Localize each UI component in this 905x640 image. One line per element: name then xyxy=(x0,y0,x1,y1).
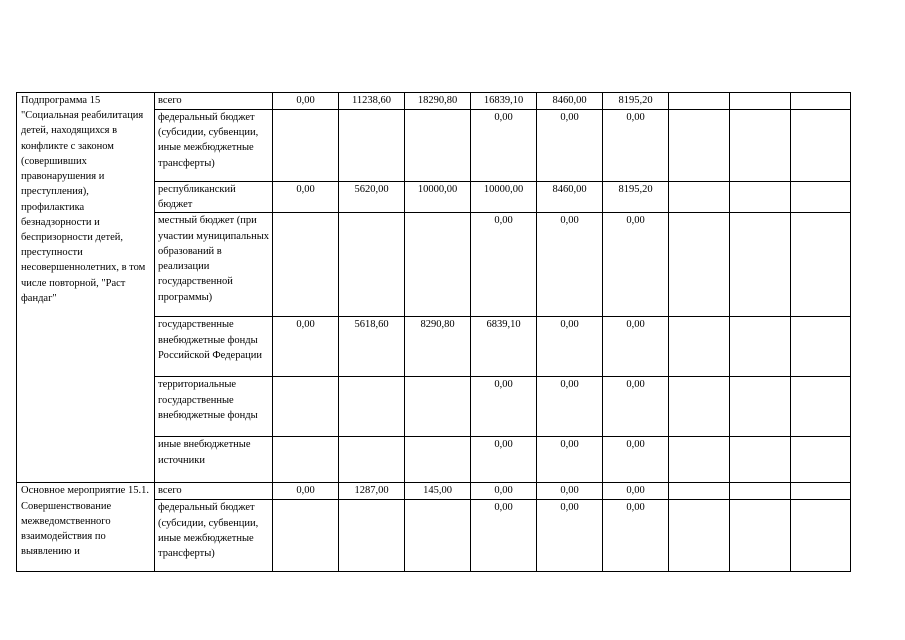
amount-cell xyxy=(730,182,791,213)
amount-cell xyxy=(730,93,791,110)
budget-table xyxy=(16,92,851,572)
amount-cell xyxy=(791,93,851,110)
amount-cell: 10000,00 xyxy=(405,182,471,213)
funding-source-cell: местный бюджет (при участии муниципальных образований в реализации государственной программы) xyxy=(155,213,273,317)
amount-cell: 0,00 xyxy=(603,317,669,377)
amount-cell xyxy=(669,377,730,437)
amount-cell: 0,00 xyxy=(471,213,537,317)
amount-cell: 11238,60 xyxy=(339,93,405,110)
funding-source-cell: федеральный бюджет (субсидии, субвенции, иные межбюджетные трансферты) xyxy=(155,110,273,182)
funding-source-cell: территориальные государственные внебюджетные фонды xyxy=(155,377,273,437)
amount-cell xyxy=(791,377,851,437)
amount-cell xyxy=(730,483,791,500)
amount-cell xyxy=(730,317,791,377)
amount-cell xyxy=(339,213,405,317)
amount-cell: 0,00 xyxy=(273,93,339,110)
amount-cell: 0,00 xyxy=(471,377,537,437)
program-name-cell: Основное мероприятие 15.1. Совершенствование межведомственного взаимодействия по выявлению и xyxy=(17,483,155,572)
amount-cell xyxy=(273,377,339,437)
amount-cell: 8460,00 xyxy=(537,182,603,213)
amount-cell xyxy=(339,500,405,572)
amount-cell xyxy=(669,500,730,572)
amount-cell: 6839,10 xyxy=(471,317,537,377)
funding-source-cell: всего xyxy=(155,93,273,110)
table-row xyxy=(17,93,851,110)
amount-cell: 0,00 xyxy=(603,437,669,483)
amount-cell: 5618,60 xyxy=(339,317,405,377)
amount-cell xyxy=(405,500,471,572)
amount-cell: 8195,20 xyxy=(603,182,669,213)
amount-cell xyxy=(730,213,791,317)
amount-cell xyxy=(730,437,791,483)
amount-cell: 145,00 xyxy=(405,483,471,500)
amount-cell xyxy=(791,317,851,377)
amount-cell: 0,00 xyxy=(537,377,603,437)
amount-cell xyxy=(273,213,339,317)
amount-cell: 8195,20 xyxy=(603,93,669,110)
amount-cell xyxy=(730,110,791,182)
funding-source-cell: республиканский бюджет xyxy=(155,182,273,213)
amount-cell xyxy=(791,110,851,182)
amount-cell: 0,00 xyxy=(537,213,603,317)
amount-cell xyxy=(669,110,730,182)
amount-cell xyxy=(791,483,851,500)
amount-cell: 0,00 xyxy=(537,110,603,182)
amount-cell xyxy=(339,437,405,483)
amount-cell xyxy=(339,110,405,182)
funding-source-cell: федеральный бюджет (субсидии, субвенции, иные межбюджетные трансферты) xyxy=(155,500,273,572)
amount-cell: 0,00 xyxy=(273,317,339,377)
amount-cell: 8460,00 xyxy=(537,93,603,110)
amount-cell xyxy=(791,437,851,483)
amount-cell: 0,00 xyxy=(603,213,669,317)
amount-cell: 0,00 xyxy=(471,500,537,572)
amount-cell xyxy=(273,110,339,182)
funding-source-cell: государственные внебюджетные фонды Российской Федерации xyxy=(155,317,273,377)
amount-cell xyxy=(669,213,730,317)
table-row xyxy=(17,483,851,500)
amount-cell: 0,00 xyxy=(471,437,537,483)
amount-cell: 10000,00 xyxy=(471,182,537,213)
amount-cell xyxy=(669,182,730,213)
amount-cell: 0,00 xyxy=(537,500,603,572)
amount-cell: 0,00 xyxy=(537,317,603,377)
amount-cell xyxy=(405,437,471,483)
amount-cell xyxy=(669,93,730,110)
amount-cell xyxy=(791,213,851,317)
amount-cell xyxy=(791,500,851,572)
funding-source-cell: всего xyxy=(155,483,273,500)
amount-cell: 8290,80 xyxy=(405,317,471,377)
amount-cell xyxy=(405,213,471,317)
amount-cell xyxy=(273,500,339,572)
amount-cell: 0,00 xyxy=(471,483,537,500)
amount-cell xyxy=(669,483,730,500)
amount-cell xyxy=(669,437,730,483)
amount-cell xyxy=(339,377,405,437)
amount-cell xyxy=(273,437,339,483)
amount-cell: 16839,10 xyxy=(471,93,537,110)
amount-cell xyxy=(405,377,471,437)
amount-cell xyxy=(405,110,471,182)
amount-cell: 0,00 xyxy=(603,500,669,572)
amount-cell: 5620,00 xyxy=(339,182,405,213)
amount-cell xyxy=(730,500,791,572)
amount-cell: 0,00 xyxy=(273,483,339,500)
amount-cell xyxy=(669,317,730,377)
amount-cell: 0,00 xyxy=(537,437,603,483)
amount-cell: 0,00 xyxy=(603,483,669,500)
amount-cell: 0,00 xyxy=(471,110,537,182)
amount-cell: 0,00 xyxy=(273,182,339,213)
amount-cell: 0,00 xyxy=(537,483,603,500)
amount-cell: 18290,80 xyxy=(405,93,471,110)
amount-cell: 1287,00 xyxy=(339,483,405,500)
funding-source-cell: иные внебюджетные источники xyxy=(155,437,273,483)
amount-cell: 0,00 xyxy=(603,377,669,437)
program-name-cell: Подпрограмма 15 "Социальная реабилитация детей, находящихся в конфликте с законом (совершивших правонарушения и преступления), профилактика безнадзорности и беспризорности детей, преступности несовершеннолетних, в том числе повторной, "Раст фандаг" xyxy=(17,93,155,483)
amount-cell xyxy=(791,182,851,213)
amount-cell xyxy=(730,377,791,437)
amount-cell: 0,00 xyxy=(603,110,669,182)
